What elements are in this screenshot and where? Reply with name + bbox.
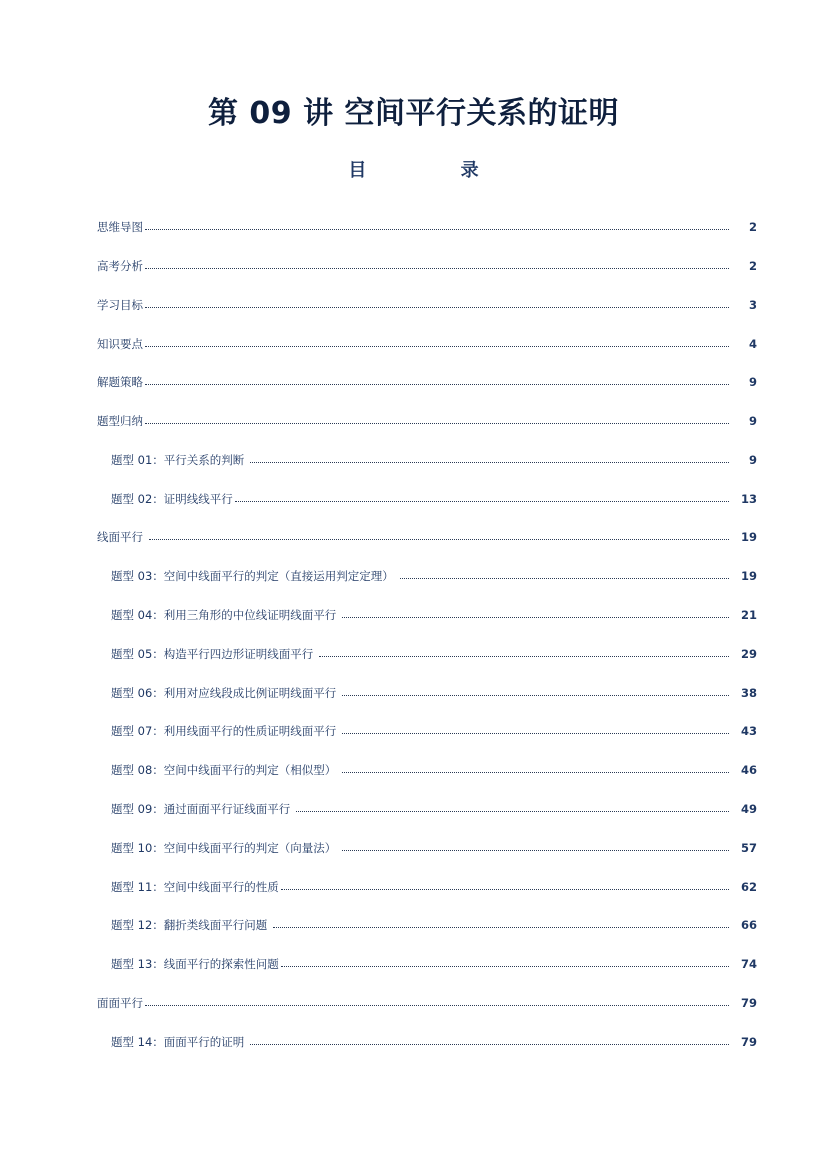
- toc-entry-page: 9: [748, 374, 757, 389]
- toc-entry-label: 题型 03：空间中线面平行的判定（直接运用判定定理）: [111, 568, 394, 583]
- toc-dot-leader: [342, 733, 729, 734]
- toc-entry[interactable]: [111, 677, 757, 699]
- toc-entry-page: 79: [740, 995, 757, 1010]
- toc-entry-label: 题型 10：空间中线面平行的判定（向量法）: [111, 840, 337, 855]
- toc-entry[interactable]: [97, 211, 757, 233]
- toc-dot-leader: [319, 656, 729, 657]
- toc-entry-label: 题型 14：面面平行的证明: [111, 1034, 245, 1049]
- toc-dot-leader: [145, 229, 729, 230]
- toc-entry-page: 46: [740, 762, 757, 777]
- toc-dot-leader: [145, 268, 729, 269]
- toc-entry[interactable]: [97, 987, 757, 1009]
- toc-entry-page: 62: [740, 879, 757, 894]
- toc-dot-leader: [145, 1005, 729, 1006]
- toc-entry-label: 面面平行: [97, 995, 143, 1010]
- toc-entry[interactable]: [111, 948, 757, 970]
- toc-entry-page: 49: [740, 801, 757, 816]
- toc-entry-label: 知识要点: [97, 336, 143, 351]
- toc-dot-leader: [400, 578, 729, 579]
- toc-entry[interactable]: [111, 599, 757, 621]
- toc-entry-label: 高考分析: [97, 258, 143, 273]
- toc-entry-page: 3: [748, 297, 757, 312]
- toc-entry-page: 13: [740, 491, 757, 506]
- toc-entry-page: 57: [740, 840, 757, 855]
- toc-entry-page: 2: [748, 219, 757, 234]
- toc-dot-leader: [342, 617, 729, 618]
- toc-entry-page: 21: [740, 607, 757, 622]
- toc-dot-leader: [342, 850, 729, 851]
- toc-entry-page: 74: [740, 956, 757, 971]
- toc-entry-label: 题型归纳: [97, 413, 143, 428]
- toc-entry[interactable]: [111, 483, 757, 505]
- toc-dot-leader: [342, 695, 729, 696]
- toc-dot-leader: [145, 423, 729, 424]
- toc-entry-label: 题型 11：空间中线面平行的性质: [111, 879, 279, 894]
- toc-entry-page: 9: [748, 452, 757, 467]
- toc-entry-page: 19: [740, 529, 757, 544]
- toc-dot-leader: [342, 772, 729, 773]
- toc-entry-label: 思维导图: [97, 219, 143, 234]
- toc-entry-page: 79: [740, 1034, 757, 1049]
- toc-entry-page: 2: [748, 258, 757, 273]
- toc-entry[interactable]: [111, 754, 757, 776]
- toc-entry[interactable]: [97, 521, 757, 543]
- toc-entry-label: 学习目标: [97, 297, 143, 312]
- toc-entry[interactable]: [111, 832, 757, 854]
- toc-entry-label: 题型 02：证明线线平行: [111, 491, 233, 506]
- toc-entry-label: 题型 04：利用三角形的中位线证明线面平行: [111, 607, 337, 622]
- toc-entry[interactable]: [97, 405, 757, 427]
- toc-dot-leader: [145, 307, 729, 308]
- toc-entry-page: 43: [740, 723, 757, 738]
- toc-entry-label: 题型 01：平行关系的判断: [111, 452, 245, 467]
- toc-entry[interactable]: [97, 289, 757, 311]
- toc-entry[interactable]: [111, 444, 757, 466]
- toc-dot-leader: [145, 384, 729, 385]
- toc-entry-label: 题型 06：利用对应线段成比例证明线面平行: [111, 685, 337, 700]
- toc-entry[interactable]: [111, 909, 757, 931]
- toc-entry-label: 题型 05：构造平行四边形证明线面平行: [111, 646, 314, 661]
- toc-entry[interactable]: [111, 715, 757, 737]
- toc-entry[interactable]: [111, 1026, 757, 1048]
- toc-entry-label: 题型 09：通过面面平行证线面平行: [111, 801, 291, 816]
- toc-dot-leader: [296, 811, 729, 812]
- toc-dot-leader: [235, 501, 729, 502]
- toc-dot-leader: [250, 462, 729, 463]
- toc-entry[interactable]: [111, 871, 757, 893]
- toc-dot-leader: [281, 889, 729, 890]
- toc-entry-page: 4: [748, 336, 757, 351]
- toc-dot-leader: [281, 966, 729, 967]
- toc-entry-page: 19: [740, 568, 757, 583]
- toc-dot-leader: [250, 1044, 729, 1045]
- page-title: 第 09 讲 空间平行关系的证明: [207, 96, 620, 131]
- toc-entry[interactable]: [97, 328, 757, 350]
- toc-entry-label: 线面平行: [97, 529, 143, 544]
- toc-entry[interactable]: [111, 793, 757, 815]
- toc-entry-label: 题型 08：空间中线面平行的判定（相似型）: [111, 762, 337, 777]
- toc-entry[interactable]: [111, 638, 757, 660]
- toc-entry-page: 29: [740, 646, 757, 661]
- toc-entry-label: 题型 12：翻折类线面平行问题: [111, 917, 268, 932]
- toc-entry[interactable]: [97, 250, 757, 272]
- toc-entry-label: 题型 07：利用线面平行的性质证明线面平行: [111, 723, 337, 738]
- toc-entry[interactable]: [97, 366, 757, 388]
- toc-entry-label: 解题策略: [97, 374, 143, 389]
- toc-entry-page: 9: [748, 413, 757, 428]
- toc-entry-label: 题型 13：线面平行的探索性问题: [111, 956, 279, 971]
- toc-entry-page: 66: [740, 917, 757, 932]
- toc-dot-leader: [145, 346, 729, 347]
- toc-entry-page: 38: [740, 685, 757, 700]
- toc-dot-leader: [149, 539, 729, 540]
- toc-entry[interactable]: [111, 560, 757, 582]
- toc-heading: 目 录: [348, 160, 523, 181]
- toc-dot-leader: [273, 927, 729, 928]
